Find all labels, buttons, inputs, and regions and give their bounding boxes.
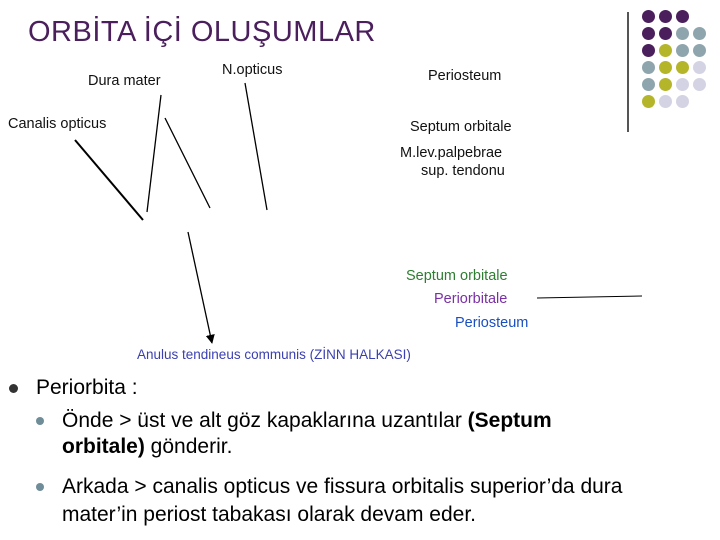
label-n-opticus: N.opticus [222, 62, 283, 78]
label-periorbitale: Periorbitale [434, 291, 508, 307]
label-canalis-opticus: Canalis opticus [8, 116, 107, 132]
arrow-n-opticus-b [245, 83, 267, 210]
bullet-sub1-text-a: Önde > üst ve alt göz kapaklarına uzantılar [62, 409, 468, 432]
bullet-main-marker [9, 384, 18, 393]
page-title: ORBİTA İÇİ OLUŞUMLAR [28, 16, 376, 48]
arrow-n-opticus-a [165, 118, 210, 208]
bullet-main-text: Periorbita : [36, 376, 138, 399]
arrow-anulus [188, 232, 212, 343]
bullet-sub2-line1: Arkada > canalis opticus ve fissura orbitalis superior’da dura [62, 475, 623, 498]
label-periosteum-blue: Periosteum [455, 315, 529, 331]
bullet-sub1-line1 [62, 408, 552, 434]
bullet-sub1-bold-b: orbitale) [62, 435, 145, 458]
label-periosteum-top: Periosteum [428, 68, 502, 84]
arrow-canalis-opticus [75, 140, 143, 220]
bullet-sub2-marker [36, 483, 44, 491]
arrow-dura-mater [147, 95, 161, 212]
label-mlev-line1: M.lev.palpebrae [400, 145, 503, 161]
bullet-sub2-line2: mater’in periost tabakası olarak devam eder. [62, 503, 476, 526]
label-dura-mater: Dura mater [88, 73, 161, 89]
label-septum-orbitale-green: Septum orbitale [406, 268, 508, 284]
bullet-sub1-text-b: gönderir. [144, 435, 233, 458]
periorbitale-pointer-line [537, 296, 642, 298]
label-anulus: Anulus tendineus communis (ZİNN HALKASI) [137, 347, 411, 362]
label-mlev-line2: sup. tendonu [421, 163, 505, 179]
bullet-sub1-bold-a: (Septum [467, 409, 552, 432]
bullet-sub1-line2 [62, 434, 232, 460]
label-septum-orbitale-top: Septum orbitale [410, 119, 512, 135]
bullet-sub1-marker [36, 417, 44, 425]
